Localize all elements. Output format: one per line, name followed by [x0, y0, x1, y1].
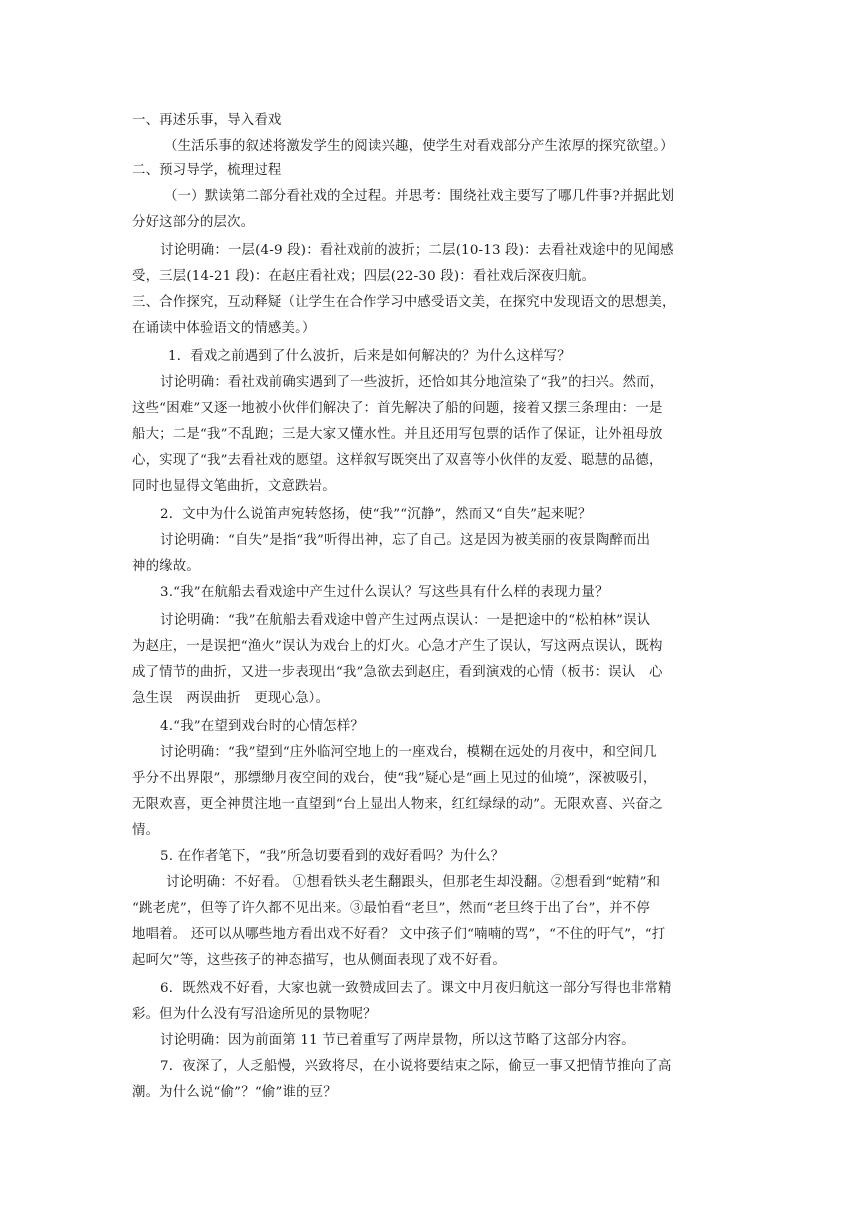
text-line: 讨论明确：不好看。 ①想看铁头老生翻跟头，但那老生却没翻。②想看到“蛇精”和	[166, 875, 661, 890]
text-line: 同时也显得文笔曲折，文意跌岩。	[132, 479, 336, 494]
text-line: 神的缘故。	[132, 559, 200, 574]
text-line: “跳老虎”，但等了许久都不见出来。③最怕看“老旦”，然而“老旦终于出了台”，并不停	[132, 901, 650, 916]
text-line: 讨论明确：“我”望到“庄外临河空地上的一座戏台，模糊在远处的月夜中，和空间几	[160, 745, 657, 760]
text-line: 1．看戏之前遇到了什么波折，后来是如何解决的？为什么这样写？	[168, 349, 571, 364]
text-line: 成了情节的曲折，又进一步表现出“我”急欲去到赵庄，看到演戏的心情（板书：误认 心	[132, 665, 663, 680]
text-line: 为赵庄，一是误把“渔火”误认为戏台上的灯火。心急才产生了误认，写这两点误认，既构	[132, 639, 663, 654]
text-line: 2．文中为什么说笛声宛转悠扬，使“我”“沉静”，然而又“自失”起来呢？	[160, 507, 592, 522]
text-line: 受，三层(14-21 段)：在赵庄看社戏；四层(22-30 段)：看社戏后深夜归航。	[132, 269, 596, 284]
text-line: 5. 在作者笔下，“我”所急切要看到的戏好看吗？为什么？	[160, 849, 505, 864]
text-line: 二、预习导学，梳理过程	[132, 163, 282, 178]
text-line: 4.“我”在望到戏台时的心情怎样？	[160, 719, 364, 734]
text-line: 讨论明确：一层(4-9 段)：看社戏前的波折；二层(10-13 段)：去看社戏途中的见闻感	[160, 243, 674, 258]
text-line: 心，实现了“我”去看社戏的愿望。这样叙写既突出了双喜等小伙伴的友爱、聪慧的品德，	[132, 453, 663, 468]
text-line: 起呵欠”等，这些孩子的神态描写，也从侧面表现了戏不好看。	[132, 953, 506, 968]
text-line: 在诵读中体验语文的情感美。）	[132, 321, 316, 336]
text-line: 急生误 两误曲折 更现心急）。	[132, 691, 330, 706]
text-line: （生活乐事的叙述将激发学生的阅读兴趣，使学生对看戏部分产生浓厚的探究欲望。）	[164, 139, 674, 154]
text-line: 3.“我”在航船去看戏途中产生过什么误认？写这些具有什么样的表现力量？	[160, 585, 609, 600]
text-line: 彩。但为什么没有写沿途所见的景物呢？	[132, 1007, 377, 1022]
text-line: 乎分不出界限”，那缥缈月夜空间的戏台，使“我”疑心是“画上见过的仙境”，深被吸引，	[132, 771, 657, 786]
text-line: 7．夜深了，人乏船慢，兴致将尽，在小说将要结束之际，偷豆一事又把情节推向了高	[160, 1059, 672, 1074]
text-line: 无限欢喜，更全神贯注地一直望到“台上显出人物来，红红绿绿的动”。无限欢喜、兴奋之	[132, 797, 663, 812]
text-line: 讨论明确：“我”在航船去看戏途中曾产生过两点误认：一是把途中的“松柏林”误认	[160, 613, 651, 628]
text-line: 潮。为什么说“偷”？“偷”谁的豆？	[132, 1085, 337, 1100]
text-line: 分好这部分的层次。	[132, 215, 255, 230]
text-line: 讨论明确：看社戏前确实遇到了一些波折，还恰如其分地渲染了“我”的扫兴。然而，	[160, 375, 664, 390]
text-line: 一、再述乐事，导入看戏	[132, 113, 282, 128]
text-line: 船大；二是“我”不乱跑；三是大家又懂水性。并且还用写包票的话作了保证，让外祖母放	[132, 427, 663, 442]
text-line: 三、合作探究，互动释疑（让学生在合作学习中感受语文美，在探究中发现语文的思想美，	[132, 295, 676, 310]
text-line: 地唱着。 还可以从哪些地方看出戏不好看？ 文中孩子们“喃喃的骂”，“不住的吁气”，“打	[132, 927, 666, 942]
text-line: 讨论明确：“自失”是指“我”听得出神，忘了自己。这是因为被美丽的夜景陶醉而出	[160, 533, 651, 548]
text-line: 这些“困难”又逐一地被小伙伴们解决了：首先解决了船的问题，接着又摆三条理由：一是	[132, 401, 663, 416]
text-line: 讨论明确：因为前面第 11 节已着重写了两岸景物，所以这节略了这部分内容。	[160, 1033, 635, 1048]
text-line: （一）默读第二部分看社戏的全过程。并思考：围绕社戏主要写了哪几件事?并据此划	[164, 189, 675, 204]
text-line: 6．既然戏不好看，大家也就一致赞成回去了。课文中月夜归航这一部分写得也非常精	[160, 981, 672, 996]
text-line: 情。	[132, 823, 160, 838]
